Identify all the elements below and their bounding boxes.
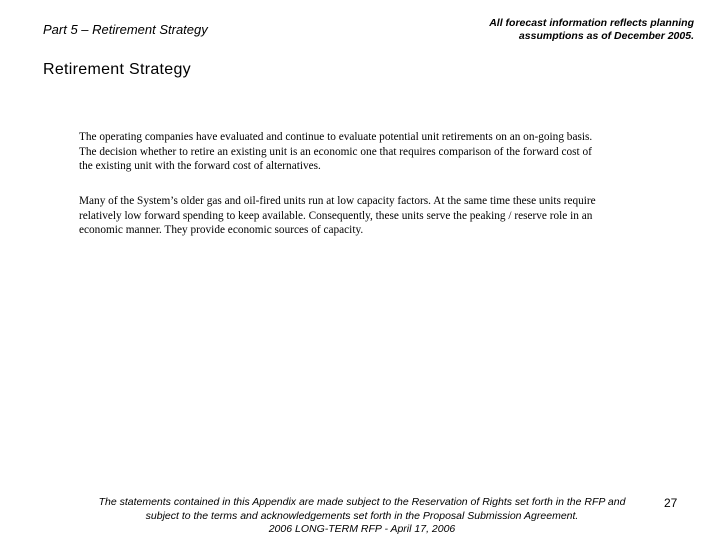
page-title: Retirement Strategy — [43, 61, 191, 78]
section-header: Part 5 – Retirement Strategy — [43, 22, 208, 37]
disclaimer-line: All forecast information reflects planning — [489, 17, 694, 29]
disclaimer-line: assumptions as of December 2005. — [518, 30, 694, 42]
paragraph-line: the existing unit with the forward cost of alternatives. — [79, 160, 321, 172]
forecast-disclaimer — [434, 17, 694, 43]
page-number: 27 — [664, 496, 678, 510]
paragraph — [79, 194, 639, 238]
paragraph-line: The operating companies have evaluated and continue to evaluate potential unit retirements on an on-going basis. — [79, 131, 593, 143]
footer-line: subject to the terms and acknowledgements set forth in the Proposal Submission Agreement. — [145, 509, 579, 522]
footer-line: The statements contained in this Appendix are made subject to the Reservation of Rights set forth in the RFP and — [98, 496, 626, 508]
paragraph-line: economic manner. They provide economic sources of capacity. — [79, 224, 364, 236]
paragraph-line: relatively low forward spending to keep available. Consequently, these units serve the peaking / reserve role in an — [79, 209, 593, 222]
paragraph — [79, 130, 639, 174]
paragraph-line: The decision whether to retire an existing unit is an economic one that requires comparison of the forward cost of — [79, 145, 592, 158]
footer-disclaimer — [82, 496, 642, 537]
footer-line: 2006 LONG-TERM RFP - April 17, 2006 — [268, 523, 456, 535]
paragraph-line: Many of the System’s older gas and oil-fired units run at low capacity factors. At the same time these units require — [79, 195, 596, 207]
